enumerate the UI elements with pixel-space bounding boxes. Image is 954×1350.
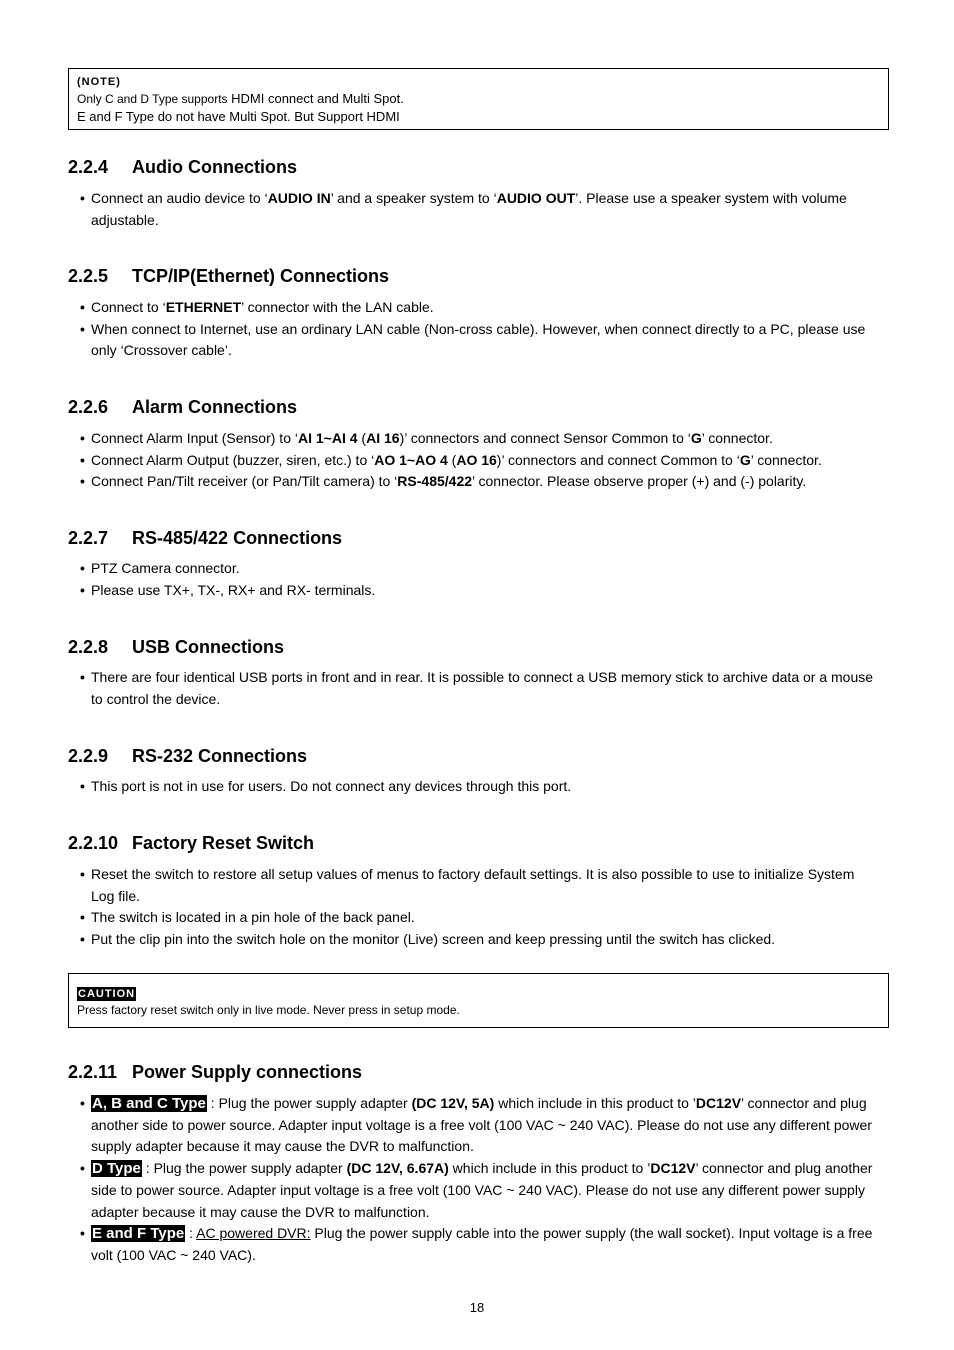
heading-rs232-connections: 2.2.9 RS-232 Connections <box>68 746 308 766</box>
audio-list <box>80 188 880 231</box>
power-supply-list <box>80 1093 880 1267</box>
alarm-list <box>80 428 880 493</box>
list-item: • Connect to ‘ETHERNET’ connector with the LAN cable. <box>80 299 434 315</box>
list-item: • This port is not in use for users. Do not connect any devices through this port. <box>80 778 572 794</box>
list-item: • Connect Alarm Input (Sensor) to ‘AI 1~AI 4 (AI 16)’ connectors and connect Sensor Common to ‘G’ connector. <box>80 430 773 446</box>
note-tag: (NOTE) <box>77 76 121 88</box>
list-item: • Connect an audio device to ‘AUDIO IN’ and a speaker system to ‘AUDIO OUT’. Please use a speaker system with volume adjustable. <box>80 190 847 228</box>
heading-rs485-connections: 2.2.7 RS-485/422 Connections <box>68 528 343 548</box>
list-item: • Connect Pan/Tilt receiver (or Pan/Tilt camera) to ‘RS-485/422’ connector. Please observe proper (+) and (-) polarity. <box>80 473 807 490</box>
list-item: • Connect Alarm Output (buzzer, siren, etc.) to ‘AO 1~AO 4 (AO 16)’ connectors and connect Common to ‘G’ connector. <box>80 451 822 468</box>
heading-tcpip-connections: 2.2.5 TCP/IP(Ethernet) Connections <box>68 266 390 286</box>
heading-power-supply: 2.2.11 Power Supply connections <box>68 1062 363 1082</box>
rs232-list <box>80 776 880 798</box>
list-item: • The switch is located in a pin hole of the back panel. <box>80 909 415 926</box>
caution-text: Press factory reset switch only in live mode. Never press in setup mode. <box>77 1003 460 1017</box>
heading-factory-reset: 2.2.10 Factory Reset Switch <box>68 833 315 853</box>
list-item: • There are four identical USB ports in front and in rear. It is possible to connect a USB memory stick to archive data or a mouse to control the device. <box>80 669 874 707</box>
list-item: • Please use TX+, TX-, RX+ and RX- terminals. <box>80 581 376 598</box>
note-line-2: E and F Type do not have Multi Spot. But Support HDMI <box>77 109 400 124</box>
page-number: 18 <box>469 1300 485 1315</box>
list-item: • Put the clip pin into the switch hole on the monitor (Live) screen and keep pressing until the switch has clicked. <box>80 931 776 948</box>
usb-list <box>80 667 880 710</box>
list-item: • D Type : Plug the power supply adapter (DC 12V, 6.67A) which include in this product to ’DC12V’ connector and plug another side to power source. Adapter input voltage is a free volt (100 VAC ~ 240 VAC). Please do not use any different power supply adapter because it may cause the DVR to malfunction. <box>80 1160 873 1220</box>
type-badge: D Type <box>92 1160 141 1178</box>
list-item: • When connect to Internet, use an ordinary LAN cable (Non-cross cable). However, when connect directly to a PC, please use only ‘Crossover cable’. <box>80 320 866 359</box>
note-line-1: Only C and D Type supports HDMI connect and Multi Spot. <box>77 91 404 106</box>
note-box <box>68 68 889 130</box>
rs485-list <box>80 558 880 601</box>
heading-alarm-connections: 2.2.6 Alarm Connections <box>68 397 298 417</box>
factory-reset-list <box>80 864 880 951</box>
caution-tag: CAUTION <box>78 988 136 1000</box>
list-item: • Reset the switch to restore all setup values of menus to factory default settings. It is also possible to use to initialize System Log file. <box>80 866 855 904</box>
list-item: • PTZ Camera connector. <box>80 560 240 576</box>
list-item: • A, B and C Type : Plug the power supply adapter (DC 12V, 5A) which include in this product to ’DC12V’ connector and plug another side to power source. Adapter input voltage is a free volt (100 VAC ~ 240 VAC). Please do not use any different power supply adapter because it may cause the DVR to malfunction. <box>80 1095 872 1155</box>
caution-box <box>68 973 889 1028</box>
heading-audio-connections: 2.2.4 Audio Connections <box>68 157 297 177</box>
list-item: • E and F Type : AC powered DVR: Plug the power supply cable into the power supply (the wall socket). Input voltage is a free volt (100 VAC ~ 240 VAC). <box>80 1225 873 1263</box>
type-badge: A, B and C Type <box>92 1095 206 1112</box>
heading-usb-connections: 2.2.8 USB Connections <box>68 637 285 657</box>
type-badge: E and F Type <box>92 1225 185 1243</box>
tcpip-list <box>80 297 880 362</box>
